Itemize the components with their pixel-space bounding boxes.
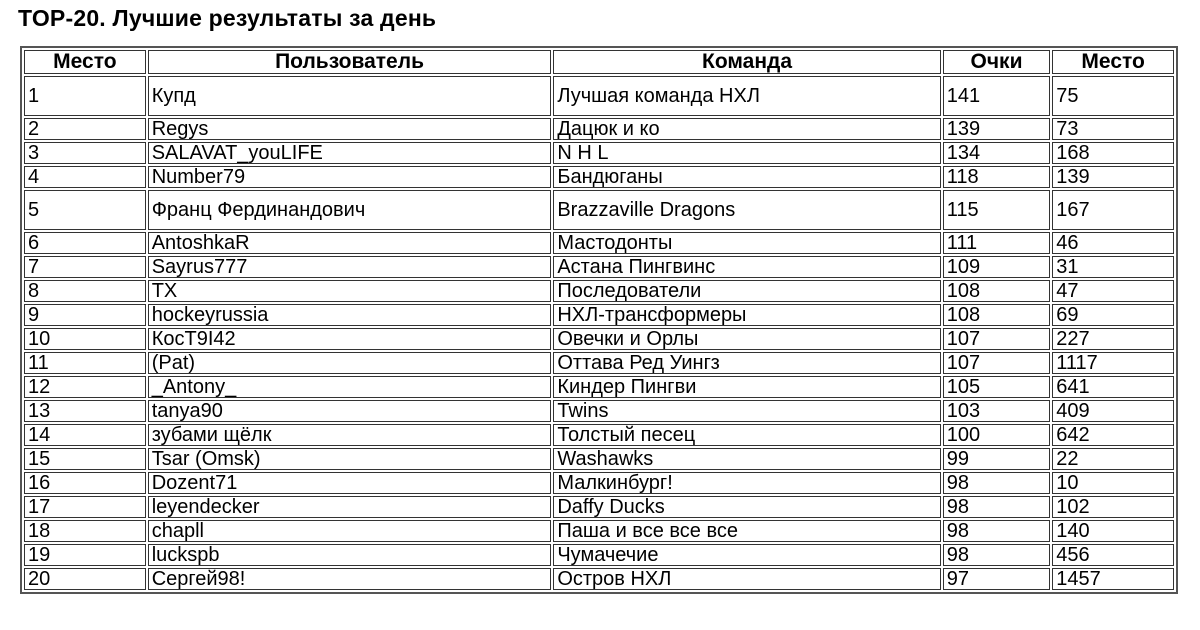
cell-place: 5: [24, 190, 146, 230]
cell-team: Мастодонты: [553, 232, 940, 254]
cell-points: 115: [943, 190, 1051, 230]
header-place: Место: [24, 50, 146, 74]
cell-user: КосТ9I42: [148, 328, 552, 350]
cell-points: 111: [943, 232, 1051, 254]
cell-user: Франц Фердинандович: [148, 190, 552, 230]
cell-overall-rank: 22: [1052, 448, 1174, 470]
cell-user: chapll: [148, 520, 552, 542]
cell-place: 18: [24, 520, 146, 542]
table-row: [24, 376, 1174, 398]
cell-points: 109: [943, 256, 1051, 278]
cell-user: tanya90: [148, 400, 552, 422]
cell-place: 12: [24, 376, 146, 398]
cell-points: 108: [943, 280, 1051, 302]
cell-team: НХЛ-трансформеры: [553, 304, 940, 326]
cell-overall-rank: 139: [1052, 166, 1174, 188]
cell-user: зубами щёлк: [148, 424, 552, 446]
table-row: [24, 424, 1174, 446]
cell-overall-rank: 69: [1052, 304, 1174, 326]
table-row: [24, 352, 1174, 374]
cell-team: Последователи: [553, 280, 940, 302]
table-row: [24, 232, 1174, 254]
cell-user: Сергей98!: [148, 568, 552, 590]
table-row: [24, 520, 1174, 542]
cell-team: Паша и все все все: [553, 520, 940, 542]
table-row: [24, 142, 1174, 164]
cell-user: (Pat): [148, 352, 552, 374]
cell-overall-rank: 409: [1052, 400, 1174, 422]
cell-points: 98: [943, 520, 1051, 542]
cell-user: Tsar (Omsk): [148, 448, 552, 470]
cell-team: Толстый песец: [553, 424, 940, 446]
cell-team: Лучшая команда НХЛ: [553, 76, 940, 116]
cell-user: TX: [148, 280, 552, 302]
cell-place: 14: [24, 424, 146, 446]
cell-overall-rank: 641: [1052, 376, 1174, 398]
cell-team: Малкинбург!: [553, 472, 940, 494]
cell-place: 16: [24, 472, 146, 494]
cell-points: 99: [943, 448, 1051, 470]
cell-points: 100: [943, 424, 1051, 446]
cell-overall-rank: 642: [1052, 424, 1174, 446]
cell-place: 2: [24, 118, 146, 140]
cell-points: 103: [943, 400, 1051, 422]
cell-user: SALAVAT_youLIFE: [148, 142, 552, 164]
cell-team: Дацюк и ко: [553, 118, 940, 140]
cell-points: 98: [943, 544, 1051, 566]
cell-points: 97: [943, 568, 1051, 590]
cell-place: 13: [24, 400, 146, 422]
cell-overall-rank: 140: [1052, 520, 1174, 542]
cell-team: Остров НХЛ: [553, 568, 940, 590]
table-row: [24, 328, 1174, 350]
cell-overall-rank: 1457: [1052, 568, 1174, 590]
table-body: [24, 76, 1174, 590]
table-row: [24, 256, 1174, 278]
cell-overall-rank: 47: [1052, 280, 1174, 302]
cell-user: _Antony_: [148, 376, 552, 398]
cell-overall-rank: 75: [1052, 76, 1174, 116]
cell-team: Twins: [553, 400, 940, 422]
cell-user: leyendecker: [148, 496, 552, 518]
cell-overall-rank: 168: [1052, 142, 1174, 164]
table-row: [24, 118, 1174, 140]
table-row: [24, 472, 1174, 494]
cell-points: 107: [943, 352, 1051, 374]
cell-place: 19: [24, 544, 146, 566]
cell-user: Number79: [148, 166, 552, 188]
cell-overall-rank: 10: [1052, 472, 1174, 494]
cell-user: AntoshkaR: [148, 232, 552, 254]
cell-place: 9: [24, 304, 146, 326]
cell-overall-rank: 31: [1052, 256, 1174, 278]
cell-points: 108: [943, 304, 1051, 326]
cell-place: 17: [24, 496, 146, 518]
cell-overall-rank: 102: [1052, 496, 1174, 518]
header-points: Очки: [943, 50, 1051, 74]
cell-points: 118: [943, 166, 1051, 188]
cell-user: Sayrus777: [148, 256, 552, 278]
cell-user: Dozent71: [148, 472, 552, 494]
table-row: [24, 280, 1174, 302]
cell-team: Washawks: [553, 448, 940, 470]
table-row: [24, 568, 1174, 590]
table-row: [24, 76, 1174, 116]
cell-overall-rank: 167: [1052, 190, 1174, 230]
cell-user: Regys: [148, 118, 552, 140]
cell-points: 98: [943, 496, 1051, 518]
cell-place: 8: [24, 280, 146, 302]
cell-points: 98: [943, 472, 1051, 494]
cell-team: Оттава Ред Уингз: [553, 352, 940, 374]
cell-place: 1: [24, 76, 146, 116]
cell-overall-rank: 1117: [1052, 352, 1174, 374]
cell-team: N H L: [553, 142, 940, 164]
results-table: [20, 46, 1178, 594]
cell-team: Киндер Пингви: [553, 376, 940, 398]
cell-team: Daffy Ducks: [553, 496, 940, 518]
cell-user: luckspb: [148, 544, 552, 566]
table-row: [24, 448, 1174, 470]
cell-team: Бандюганы: [553, 166, 940, 188]
table-row: [24, 166, 1174, 188]
cell-overall-rank: 227: [1052, 328, 1174, 350]
header-overall-rank: Место: [1052, 50, 1174, 74]
cell-overall-rank: 73: [1052, 118, 1174, 140]
cell-user: Купд: [148, 76, 552, 116]
cell-overall-rank: 456: [1052, 544, 1174, 566]
cell-points: 139: [943, 118, 1051, 140]
table-row: [24, 190, 1174, 230]
cell-place: 6: [24, 232, 146, 254]
cell-team: Овечки и Орлы: [553, 328, 940, 350]
cell-user: hockeyrussia: [148, 304, 552, 326]
cell-points: 105: [943, 376, 1051, 398]
table-row: [24, 544, 1174, 566]
cell-points: 134: [943, 142, 1051, 164]
cell-place: 15: [24, 448, 146, 470]
table-header-row: [24, 50, 1174, 74]
table-row: [24, 400, 1174, 422]
cell-points: 107: [943, 328, 1051, 350]
cell-place: 3: [24, 142, 146, 164]
cell-team: Чумачечие: [553, 544, 940, 566]
cell-overall-rank: 46: [1052, 232, 1174, 254]
cell-place: 4: [24, 166, 146, 188]
cell-place: 7: [24, 256, 146, 278]
page-title: TOP-20. Лучшие результаты за день: [18, 5, 437, 31]
header-team: Команда: [553, 50, 940, 74]
table-row: [24, 304, 1174, 326]
cell-place: 11: [24, 352, 146, 374]
table-row: [24, 496, 1174, 518]
cell-team: Астана Пингвинс: [553, 256, 940, 278]
cell-team: Brazzaville Dragons: [553, 190, 940, 230]
header-user: Пользователь: [148, 50, 552, 74]
cell-place: 20: [24, 568, 146, 590]
cell-points: 141: [943, 76, 1051, 116]
cell-place: 10: [24, 328, 146, 350]
